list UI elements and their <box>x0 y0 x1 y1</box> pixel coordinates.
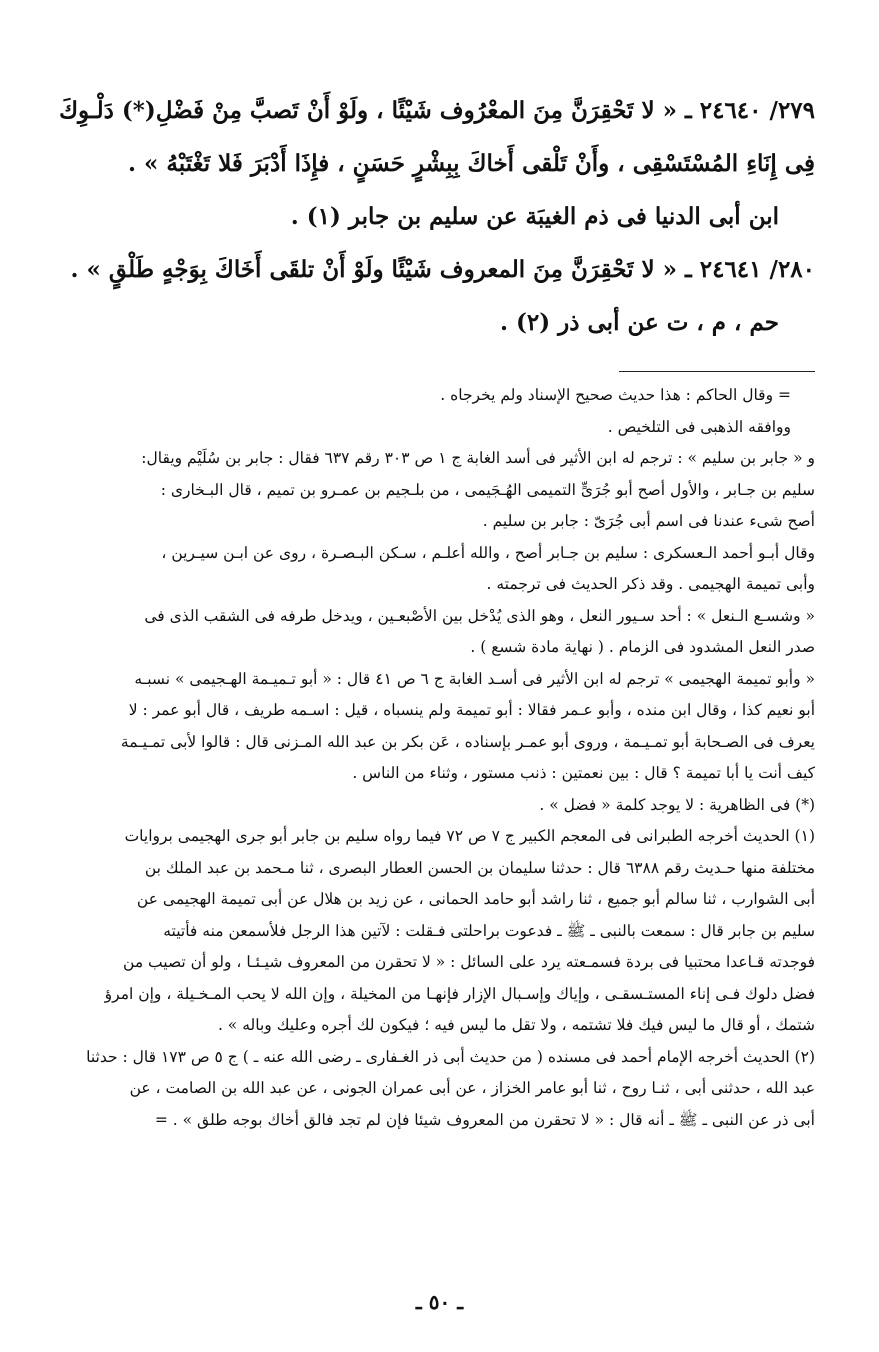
footnote-separator <box>619 371 815 372</box>
footnote-line: وقال أبـو أحمد الـعسكرى : سليم بن جـابر أصح ، والله أعلـم ، سـكن البـصـرة ، روى عن ابـن سيـرين ، <box>161 543 815 562</box>
footnote-line: شتمك ، أو قال ما ليس فيك فلا تشتمه ، ولا تقل ما ليس فيه ؛ فيكون لك أجره وعليك وباله » . <box>217 1016 815 1034</box>
footnote-line: وأبى تميمة الهجيمى . وقد ذكر الحديث فى ترجمته . <box>486 575 815 593</box>
footnote-line: عبد الله ، حدثنى أبى ، ثنـا روح ، ثنا أبو عامر الخزاز ، عن أبى عمران الجونى ، عن عبد الله بن الصامت ، عن <box>129 1079 815 1097</box>
footnote-line: فضل دلوك فـى إناء المستـسقـى ، وإياك وإسـبال الإزار فإنهـا من المخيلة ، وإن الله لا يحب المـخـيلة ، وإن امرؤ <box>104 984 815 1003</box>
footnote-line: « وشسـع الـنعل » : أحد سـيور النعل ، وهو الذى يُدْخل بين الأصْبعـين ، ويدخل طرفه فى الشقب الذى فى <box>144 606 815 625</box>
footnote-line: سليم بن جـابر ، والأول أصح أبو جُرَىٍّ التميمى الهُـجَيمى ، من بلـجيم بن عمـرو بن تميم ، قال البـخارى : <box>160 480 815 499</box>
footnotes <box>35 380 815 1136</box>
hadith-text <box>45 84 815 349</box>
footnote-line: = وقال الحاكم : هذا حديث صحيح الإسناد ولم يخرجاه . <box>440 386 791 404</box>
hadith-279-source: ابن أبى الدنيا فى ذم الغيبَة عن سليم بن جابر (١) . <box>290 203 779 230</box>
footnote-line: صدر النعل المشدود فى الزمام . ( نهاية مادة شسع ) . <box>470 638 815 656</box>
footnote-line: سليم بن جابر قال : سمعت بالنبى ـ ﷺ ـ فدعوت براحلتى فـقلت : لآتين هذا الرجل فلأسمعن منه فأتيته <box>163 921 815 940</box>
footnote-line: يعرف فى الصـحابة أبو تمـيـمة ، وروى أبو عمـر بإسناده ، عَن بكر بن عبد الله المـزنى قال : قالوا لأبى تمـيـمة <box>120 732 815 751</box>
footnote-1: (١) الحديث أخرجه الطبرانى فى المعجم الكبير ج ٧ ص ٧٢ فيما رواه سليم بن جابر أبو جرى الهجيمى بروايات <box>124 827 815 845</box>
footnote-line: و « جابر بن سليم » : ترجم له ابن الأثير فى أسد الغابة ج ١ ص ٣٠٣ رقم ٦٣٧ فقال : جابر بن سُلَيْم ويقال: <box>141 449 815 467</box>
footnote-line: « وأبو تميمة الهجيمى » ترجم له ابن الأثير فى أسـد الغابة ج ٦ ص ٤١ قال : « أبو تـميـمة الهـجيمى » نسبـه <box>134 669 815 688</box>
footnote-line: كيف أنت يا أبا تميمة ؟ قال : بين نعمتين : ذنب مستور ، وثناء من الناس . <box>352 764 815 782</box>
hadith-280-line-1: ٢٨٠/ ٢٤٦٤١ ـ « لا تَحْقِرَنَّ مِنَ المعروف شَيْئًا ولَوْ أَنْ تلقَى أَخَاكَ بِوَجْهٍ طَلْقٍ » . <box>70 256 815 283</box>
footnote-line: أبى ذر عن النبى ـ ﷺ ـ أنه قال : « لا تحقرن من المعروف شيئا فإن لم تجد فالق أخاك بوجه طلق » . = <box>154 1110 815 1129</box>
footnote-line: مختلفة منها حـديث رقم ٦٣٨٨ قال : حدثنا سليمان بن الحسن العطار البصرى ، ثنا مـحمد بن عبد الملك بن <box>144 858 815 877</box>
footnote-2: (٢) الحديث أخرجه الإمام أحمد فى مسنده ( من حديث أبى ذر الغـفارى ـ رضى الله عنه ـ ) ج ٥ ص ١٧٣ قال : حدثنا <box>86 1047 815 1066</box>
hadith-279-line-1: ٢٧٩/ ٢٤٦٤٠ ـ « لا تَحْقِرَنَّ مِنَ المعْرُوف شَيْئًا ، ولَوْ أَنْ تَصبَّ مِنْ فَضْلِ(*) دَلْـوِكَ <box>59 97 815 124</box>
footnote-line: فوجدته قـاعدا محتبيا فى بردة فسمـعته يرد على السائل : « لا تحقرن من المعروف شيـئـا ، ولو أن تصيب من <box>123 953 815 971</box>
footnote-line: أبى الشوارب ، ثنا سالم أبو جميع ، ثنا راشد أبو حامد الحمانى ، عن زيد بن هلال عن أبى تميمة الهجيمى عن <box>136 890 815 908</box>
hadith-279-line-2: فِى إِنَاءِ المُسْتَسْقِى ، وأَنْ تَلْقى أَخاكَ بِبِشْرٍ حَسَنٍ ، فإِذَا أَدْبَرَ فَلا تَغْتَبْهُ » . <box>128 150 815 177</box>
hadith-280-source: حم ، م ، ت عن أبى ذر (٢) . <box>499 309 779 336</box>
page-number: ـ ٥٠ ـ <box>415 1290 464 1314</box>
footnote-line: أبو نعيم كذا ، وقال ابن منده ، وأبو عـمر فقالا : أبو تميمة ولم ينسباه ، قيل : اسـمه طريف ، قال أبو عمر : لا <box>128 701 815 719</box>
footnote-line: أصح شىء عندنا فى اسم أبى جُرَىّ : جابر بن سليم . <box>482 512 815 530</box>
footnote-line: ووافقه الذهبى فى التلخيص . <box>607 417 791 436</box>
footnote-asterisk: (*) فى الظاهرية : لا يوجد كلمة « فضل » . <box>539 795 815 814</box>
